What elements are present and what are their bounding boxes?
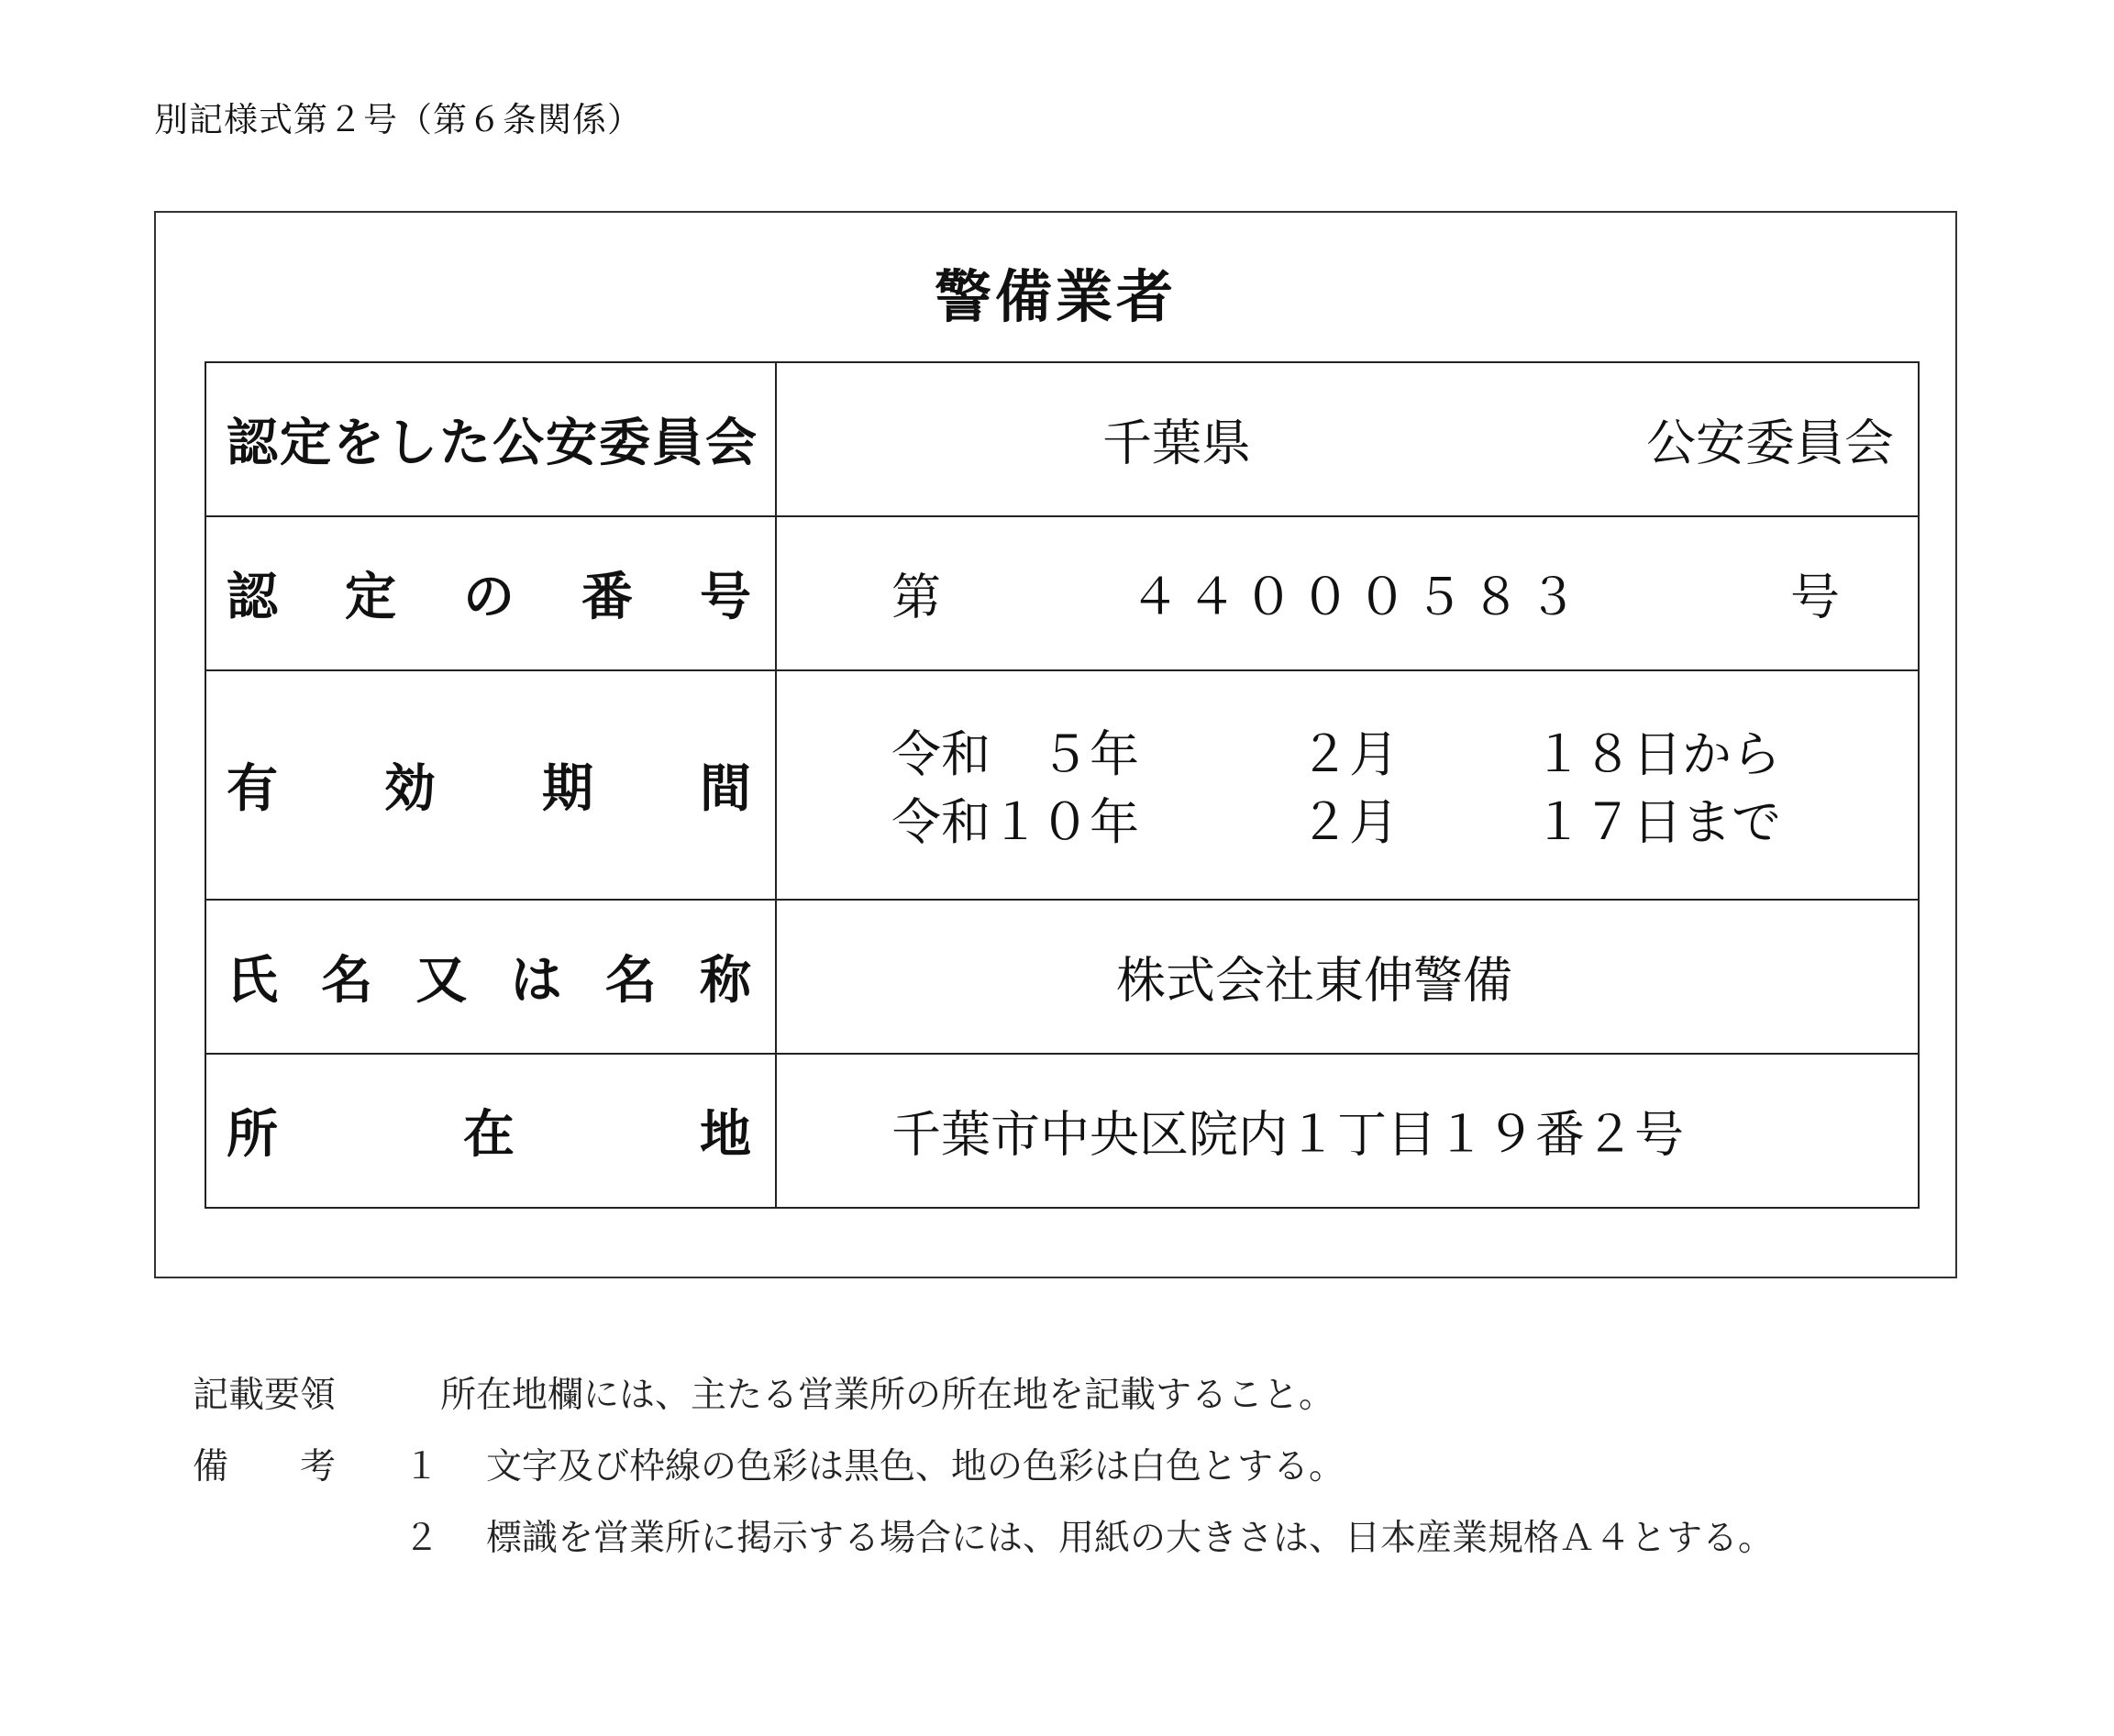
sign-title: 警備業者 (934, 263, 1177, 330)
sign-frame (154, 211, 1957, 1278)
value-number (776, 516, 1919, 670)
period-start (777, 715, 1918, 783)
label-number: 認 定 の 番 号 (205, 516, 776, 670)
sign-table (205, 361, 1920, 1209)
label-period: 有 効 期 間 (205, 670, 776, 900)
value-commission (776, 362, 1919, 516)
note-instructions (193, 1366, 1981, 1438)
period-end-month: ２月 (1300, 793, 1399, 851)
remark-1-number: １ (404, 1446, 440, 1487)
commission-suffix: 公安委員会 (1646, 414, 1894, 472)
label-name: 氏 名 又 は 名 称 (205, 900, 776, 1054)
notes-section (193, 1366, 1981, 1581)
certification-number: ４４０００５８３ (1130, 568, 1585, 626)
value-period (776, 670, 1919, 900)
note-remark-1 (193, 1438, 1981, 1509)
remark-2-number: ２ (404, 1518, 440, 1559)
number-suffix: 号 (1790, 568, 1840, 626)
company-address: 千葉市中央区院内１丁目１９番２号 (891, 1105, 1684, 1164)
note-remark-2 (193, 1509, 1981, 1581)
value-address (776, 1054, 1919, 1208)
period-end-era-year: 令和１０年 (891, 793, 1139, 851)
period-end (777, 783, 1918, 851)
row-commission (205, 362, 1919, 516)
remarks-label: 備 考 (193, 1446, 337, 1487)
period-end-day: １７日まで (1533, 793, 1781, 851)
commission-prefecture: 千葉県 (1102, 414, 1251, 472)
instructions-text: 所在地欄には、主たる営業所の所在地を記載すること。 (440, 1375, 1335, 1416)
period-start-month: ２月 (1300, 725, 1399, 783)
row-name (205, 900, 1919, 1054)
remark-1-text: 文字及び枠線の色彩は黒色、地の色彩は白色とする。 (486, 1446, 1345, 1487)
row-number (205, 516, 1919, 670)
form-designation: 別記様式第２号（第６条関係） (154, 100, 642, 139)
period-start-era-year: 令和 ５年 (891, 725, 1139, 783)
company-name: 株式会社東伸警備 (1116, 951, 1512, 1010)
instructions-label: 記載要領 (193, 1375, 337, 1416)
row-address (205, 1054, 1919, 1208)
row-period (205, 670, 1919, 900)
label-commission: 認 定 を し た 公 安 委 員 会 (205, 362, 776, 516)
remark-2-text: 標識を営業所に掲示する場合には、用紙の大きさは、日本産業規格Ａ４とする。 (486, 1518, 1775, 1559)
period-start-day: １８日から (1533, 725, 1781, 783)
number-prefix: 第 (891, 568, 941, 626)
value-name (776, 900, 1919, 1054)
label-address: 所 在 地 (205, 1054, 776, 1208)
